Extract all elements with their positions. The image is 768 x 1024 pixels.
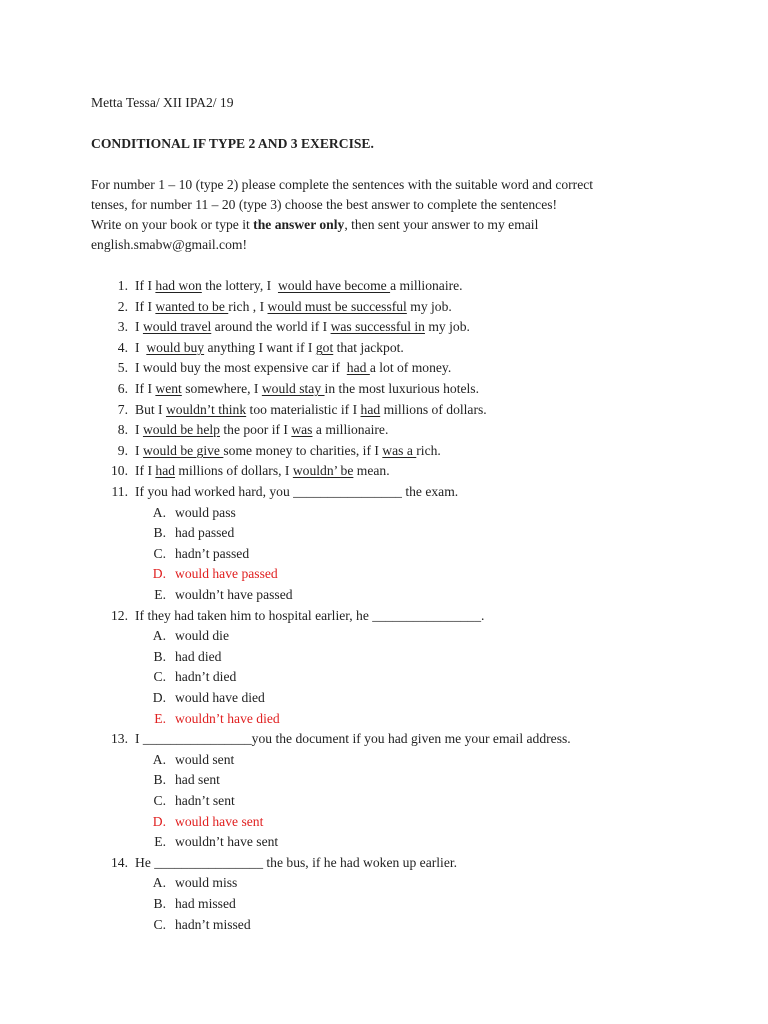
- option-letter: C.: [153, 917, 166, 932]
- instruction-line-2: tenses, for number 11 – 20 (type 3) choose the best answer to complete the sentences!: [91, 197, 558, 212]
- option-letter: C.: [153, 793, 166, 808]
- fill-in-sentence: [135, 463, 390, 479]
- sentence-text: millions of dollars.: [380, 402, 487, 417]
- option-letter: B.: [153, 772, 166, 787]
- filled-answer: would be give: [142, 443, 224, 458]
- filled-answer: was successful in: [330, 319, 425, 334]
- sentence-text: in the most luxurious hotels.: [324, 381, 479, 396]
- answer-option: had died: [175, 649, 222, 664]
- filled-answer: wouldn’ be: [292, 463, 354, 478]
- sentence-text: my job.: [406, 299, 452, 314]
- filled-answer: would stay: [261, 381, 325, 396]
- instruction-line-3-pre: Write on your book or type it: [91, 217, 254, 232]
- author-line: Metta Tessa/ XII IPA2/ 19: [91, 95, 234, 110]
- answer-option: wouldn’t have passed: [175, 587, 293, 602]
- option-letter: C.: [153, 669, 166, 684]
- option-letter: D.: [152, 566, 166, 581]
- selected-answer-option: wouldn’t have died: [175, 711, 280, 726]
- sentence-text: somewhere, I: [181, 381, 262, 396]
- filled-answer: would buy: [146, 340, 205, 355]
- option-letter: A.: [152, 505, 166, 520]
- answer-option: wouldn’t have sent: [175, 834, 279, 849]
- item-number: 5.: [117, 360, 128, 375]
- option-letter: B.: [153, 896, 166, 911]
- page-title: CONDITIONAL IF TYPE 2 AND 3 EXERCISE.: [91, 136, 374, 151]
- item-number: 7.: [117, 402, 128, 417]
- question-number: 11.: [111, 484, 128, 499]
- fill-in-sentence: [135, 340, 404, 356]
- item-number: 1.: [117, 278, 128, 293]
- sentence-text: I: [135, 443, 143, 458]
- answer-option: would die: [175, 628, 229, 643]
- instruction-line-1: For number 1 – 10 (type 2) please complete the sentences with the suitable word and correct: [91, 177, 594, 192]
- selected-answer-option: would have passed: [175, 566, 278, 581]
- option-letter: E.: [154, 587, 166, 602]
- option-letter: A.: [152, 628, 166, 643]
- instruction-line-3-post: , then sent your answer to my email: [344, 217, 539, 232]
- sentence-text: my job.: [424, 319, 470, 334]
- item-number: 4.: [117, 340, 128, 355]
- instruction-emphasis: the answer only: [253, 217, 345, 232]
- instruction-line-3: [91, 217, 538, 233]
- filled-answer: was: [291, 422, 313, 437]
- filled-answer: would must be successful: [267, 299, 407, 314]
- answer-option: had passed: [175, 525, 235, 540]
- sentence-text: around the world if I: [211, 319, 331, 334]
- fill-in-sentence: [135, 381, 479, 397]
- option-letter: E.: [154, 834, 166, 849]
- fill-in-sentence: [135, 299, 452, 315]
- instruction-email: english.smabw@gmail.com!: [91, 237, 247, 252]
- item-number: 3.: [117, 319, 128, 334]
- sentence-text: I would buy the most expensive car if: [135, 360, 347, 375]
- item-number: 10.: [111, 463, 128, 478]
- sentence-text: a millionaire.: [390, 278, 463, 293]
- filled-answer: wanted to be: [155, 299, 229, 314]
- sentence-text: I: [135, 340, 147, 355]
- filled-answer: had: [346, 360, 370, 375]
- fill-in-sentence: [135, 443, 441, 459]
- sentence-text: millions of dollars, I: [175, 463, 293, 478]
- answer-option: would miss: [175, 875, 238, 890]
- sentence-text: But I: [135, 402, 166, 417]
- filled-answer: had won: [155, 278, 202, 293]
- sentence-text: If I: [135, 299, 156, 314]
- option-letter: C.: [153, 546, 166, 561]
- filled-answer: went: [155, 381, 182, 396]
- option-letter: A.: [152, 752, 166, 767]
- option-letter: B.: [153, 649, 166, 664]
- sentence-text: too materialistic if I: [246, 402, 361, 417]
- answer-option: hadn’t passed: [175, 546, 250, 561]
- question-number: 13.: [111, 731, 128, 746]
- filled-answer: got: [315, 340, 334, 355]
- question-number: 14.: [111, 855, 128, 870]
- question-text: If you had worked hard, you ________________ the exam.: [135, 484, 459, 499]
- filled-answer: would be help: [142, 422, 220, 437]
- answer-option: would have died: [175, 690, 265, 705]
- fill-in-sentence: [135, 278, 463, 294]
- question-number: 12.: [111, 608, 128, 623]
- option-letter: D.: [152, 690, 166, 705]
- fill-in-sentence: [135, 360, 451, 376]
- answer-option: hadn’t died: [175, 669, 237, 684]
- sentence-text: mean.: [353, 463, 390, 478]
- selected-answer-option: would have sent: [175, 814, 264, 829]
- sentence-text: that jackpot.: [333, 340, 404, 355]
- answer-option: would pass: [175, 505, 236, 520]
- sentence-text: rich.: [416, 443, 441, 458]
- sentence-text: a lot of money.: [369, 360, 452, 375]
- answer-option: hadn’t missed: [175, 917, 251, 932]
- question-text: He ________________ the bus, if he had woken up earlier.: [135, 855, 458, 870]
- question-text: If they had taken him to hospital earlier, he ________________.: [135, 608, 485, 623]
- sentence-text: If I: [135, 463, 156, 478]
- fill-in-sentence: [135, 402, 487, 418]
- sentence-text: If I: [135, 381, 156, 396]
- sentence-text: a millionaire.: [312, 422, 389, 437]
- answer-option: had sent: [175, 772, 220, 787]
- sentence-text: the lottery, I: [201, 278, 278, 293]
- filled-answer: was a: [382, 443, 417, 458]
- sentence-text: rich , I: [228, 299, 268, 314]
- sentence-text: anything I want if I: [204, 340, 316, 355]
- option-letter: B.: [153, 525, 166, 540]
- answer-option: would sent: [175, 752, 235, 767]
- sentence-text: If I: [135, 278, 156, 293]
- filled-answer: would travel: [142, 319, 212, 334]
- sentence-text: I: [135, 422, 143, 437]
- answer-option: hadn’t sent: [175, 793, 235, 808]
- sentence-text: I: [135, 319, 143, 334]
- option-letter: A.: [152, 875, 166, 890]
- filled-answer: had: [360, 402, 381, 417]
- option-letter: E.: [154, 711, 166, 726]
- filled-answer: would have become: [277, 278, 391, 293]
- item-number: 8.: [117, 422, 128, 437]
- question-text: I ________________you the document if you had given me your email address.: [135, 731, 571, 746]
- answer-option: had missed: [175, 896, 236, 911]
- item-number: 2.: [117, 299, 128, 314]
- sentence-text: the poor if I: [219, 422, 292, 437]
- filled-answer: had: [155, 463, 176, 478]
- item-number: 6.: [117, 381, 128, 396]
- option-letter: D.: [152, 814, 166, 829]
- item-number: 9.: [117, 443, 128, 458]
- fill-in-sentence: [135, 319, 470, 335]
- filled-answer: wouldn’t think: [165, 402, 247, 417]
- fill-in-sentence: [135, 422, 388, 438]
- sentence-text: some money to charities, if I: [223, 443, 383, 458]
